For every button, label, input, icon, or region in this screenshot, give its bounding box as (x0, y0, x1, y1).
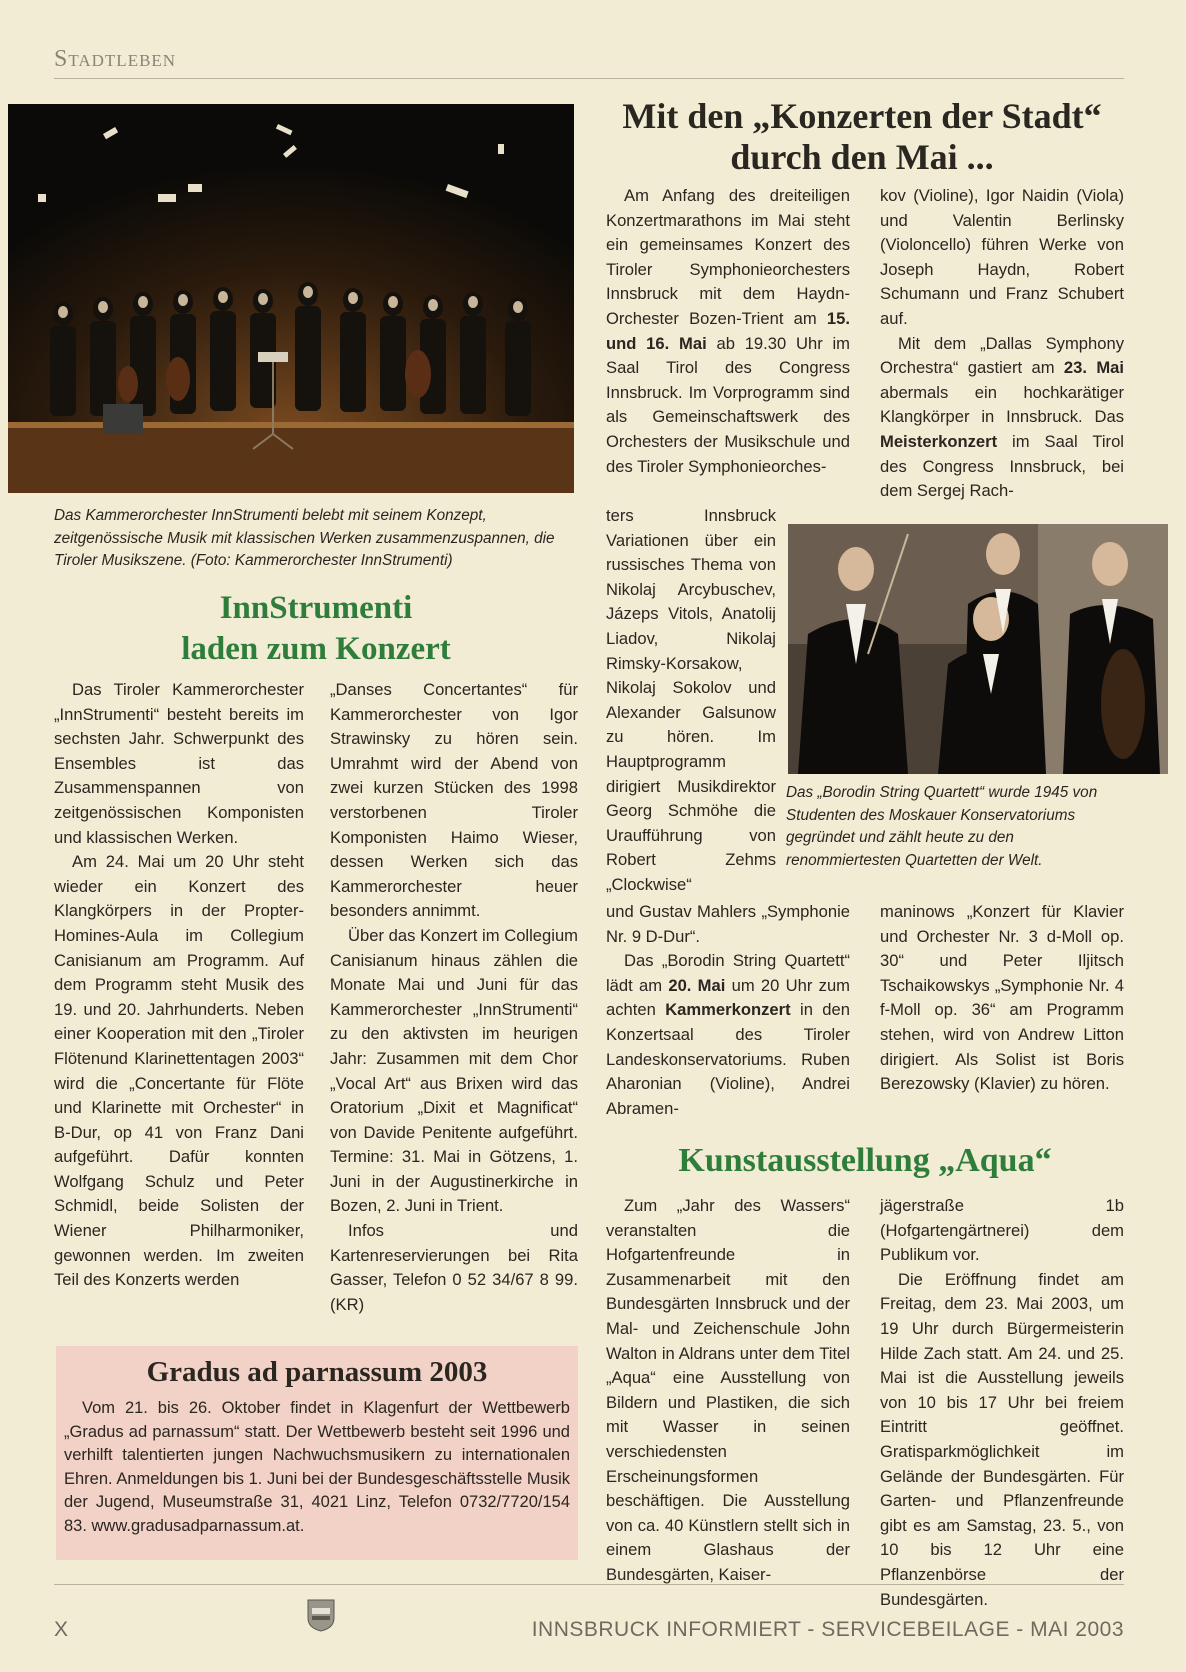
p3-text-c: abermals ein hochkarätiger Klangkörper in Innsbruck. Das (880, 382, 1124, 427)
article-konzerte-col1-top: Am Anfang des dreiteiligen Konzertmarathons im Mai steht ein gemeinsames Konzert des Tiroler Symphonieorchesters Innsbruck mit dem Haydn-Orchester Bozen-Trient am 15. und 16. Mai ab 19.30 Uhr im Saal Tirol des Congress Innsbruck. Im Vorprogramm sind als Gemeinschaftswerk des Orchesters der Musikschule und des Tiroler Symphonieorches- (606, 186, 851, 476)
article-innstrumenti-col1 (54, 678, 304, 1293)
page-number: X (54, 1618, 69, 1641)
p2-kammerkonzert: Kammerkonzert (665, 1000, 791, 1020)
gradus-title: Gradus ad parnassum 2003 (146, 1356, 488, 1388)
article-konzerte-col1-bottom: und Gustav Mahlers „Symphonie Nr. 9 D-Dur“. Das „Borodin String Quartett“ lädt am 20. Mai um 20 Uhr zum achten Kammerkonzert in den Konzertsaal des Tiroler Landeskonservatoriums. Ruben Aharonian (Violine), Andrei Abramen- (606, 902, 850, 1118)
aqua-p1: Zum „Jahr des Wassers“ veranstalten die Hofgartenfreunde in Zusammenarbeit mit den Bundesgärten Innsbruck und der Mal- und Zeichenschule John Walton in Aldrans unter dem Titel „Aqua“ eine Ausstellung von Bildern und Plastiken, die sich mit Wasser in seinen verschiedensten Erscheinungsformen beschäftigen. Die Ausstellung von ca. 40 Künstlern stellt sich in einem Glashaus der Bundesgärten, Kaiser- (606, 1196, 850, 1584)
p1-text-a: Am Anfang des dreiteiligen Konzertmarathons im Mai steht ein gemeinsames Konzert des Tiroler Symphonieorchesters Innsbruck mit dem Haydn-Orchester Bozen-Trient am (606, 186, 850, 328)
article-konzerte-col2-top: kov (Violine), Igor Naidin (Viola) und Valentin Berlinsky (Violoncello) führen Werke von Joseph Haydn, Robert Schumann und Franz Schubert auf. Mit dem „Dallas Symphony Orchestra“ gastiert am 23. Mai abermals ein hochkarätiger Klangkörper in Innsbruck. Das Meisterkonzert im Saal Tirol des Congress Innsbruck, bei dem Sergej Rach- (880, 186, 1124, 501)
innstrumenti-p3: „Danses Concertantes“ für Kammerorchester von Igor Strawinsky zu hören sein. Umrahmt wird der Abend von zwei kurzen Stücken des 1998 verstorbenen Tiroler Komponisten Haimo Wieser, dessen Werken sich das Kammerorchester heuer besonders annimmt. (330, 680, 578, 921)
aqua-p3: Die Eröffnung findet am Freitag, dem 23. Mai 2003, um 19 Uhr durch Bürgermeisterin Hilde Zach statt. Am 24. und 25. Mai ist die Ausstellung jeweils von 10 bis 17 Uhr bei freiem Eintritt geöffnet. Gratisparkmöglichkeit im Gelände der Bundesgärten. Für Garten- und Pflanzenfreunde gibt es am Samstag, 23. 5., von 10 bis 12 Uhr eine Pflanzenbörse der Bundesgärten. (880, 1269, 1124, 1609)
article-aqua-col1 (606, 1194, 850, 1588)
p2-text-a: Das „Borodin String Quartett“ lädt am (606, 951, 850, 995)
p1-date: 15. und 16. Mai (606, 308, 850, 353)
innstrumenti-p1: Das Tiroler Kammerorchester „InnStrumenti“ besteht bereits im sechsten Jahr. Schwerpunkt des Ensembles ist das Zusammenspannen von zeitgenössischen Komponisten und klassischen Werken. (54, 680, 304, 847)
article-konzerte-col2-bottom: maninows „Konzert für Klavier und Orchester Nr. 3 d-Moll op. 30“ und Peter Iljitsch Tschaikowskys „Symphonie Nr. 4 f-Moll op. 36“ am Programm stehen, wird von Andrew Litton dirigiert. Als Solist ist Boris Berezowsky (Klavier) zu hören. (880, 902, 1124, 1094)
headline-innstrumenti-line1: InnStrumenti (219, 590, 413, 626)
innstrumenti-p4: Über das Konzert im Collegium Canisianum hinaus zählen die Monate Mai und Juni für das Kammerorchester „InnStrumenti“ zu den aktivsten im heurigen Jahr: Zusammen mit dem Chor „Vocal Art“ aus Brixen wird das Oratorium „Dixit et Magnificat“ von Davide Penitente aufgeführt. Termine: 31. Mai in Götzens, 1. Juni in der Augustinerkirche in Bozen, 2. Juni in Trient. (330, 925, 578, 1216)
gradus-text: Vom 21. bis 26. Oktober findet in Klagenfurt der Wettbewerb „Gradus ad parnassum“ statt. Der Wettbewerb besteht seit 1996 und verhilft talentierten jungen Nachwuchsmusikern zu internationalen Ehren. Anmeldungen bis 1. Juni bei der Bundesgeschäftsstelle Musik der Jugend, Museumstraße 31, 4021 Linz, Telefon 0732/7720/154 83. www.gradusadparnassum.at. (64, 1399, 570, 1535)
headline-aqua: Kunstausstellung „Aqua“ (678, 1142, 1052, 1179)
innstrumenti-p5: Infos und Kartenreservierungen bei Rita Gasser, Telefon 0 52 34/67 8 99. (KR) (330, 1221, 578, 1314)
headline-konzerte: Mit den „Konzerten der Stadt“ durch den Mai ... (622, 96, 1102, 177)
p3-date: 23. Mai (1063, 358, 1124, 378)
headline-innstrumenti (54, 588, 578, 670)
p3-text-a: Mit dem „Dallas Symphony Orchestra“ gastiert am (880, 333, 1124, 378)
photo-caption-orchestra: Das Kammerorchester InnStrumenti belebt mit seinem Konzept, zeitgenössische Musik mit klassischen Werken zusammenzuspannen, die Tiroler Musikszene. (Foto: Kammerorchester InnStrumenti) (54, 507, 555, 570)
article-konzerte-col1-narrow: ters Innsbruck Variationen über ein russisches Thema von Nikolaj Arcybuschev, Jázeps Vitols, Anatolij Liadov, Nikolaj Rimsky-Korsakow, Nikolaj Sokolov und Alexander Galsunow zu hören. Im Hauptprogramm dirigiert Musikdirektor Georg Schmöhe die Uraufführung von Robert Zehms „Clockwise“ (606, 506, 776, 894)
photo-caption-quartet: Das „Borodin String Quartett“ wurde 1945 von Studenten des Moskauer Konservatoriums gegründet und zählt heute zu den renommiertesten Quartetten der Welt. (786, 784, 1098, 869)
orchestra-photo (8, 104, 574, 493)
article-innstrumenti-col2 (330, 678, 578, 1317)
section-title: Stadtleben (54, 46, 177, 72)
gradus-box (56, 1346, 578, 1560)
footer-rule (54, 1584, 1124, 1585)
p2-date: 20. Mai (668, 975, 726, 995)
header-rule (54, 78, 1124, 79)
p2-text-c: um 20 Uhr zum achten (606, 975, 850, 1020)
innsbruck-crest-icon (306, 1598, 336, 1632)
aqua-p2: jägerstraße 1b (Hofgartengärtnerei) dem Publikum vor. (880, 1196, 1124, 1265)
publication-footer: INNSBRUCK INFORMIERT - SERVICEBEILAGE - MAI 2003 (531, 1618, 1124, 1641)
headline-innstrumenti-line2: laden zum Konzert (181, 631, 451, 667)
quartet-photo (788, 524, 1168, 774)
innstrumenti-p2: Am 24. Mai um 20 Uhr steht wieder ein Konzert des Klangkörpers in der Propter-Homines-Aula im Collegium Canisianum am Programm. Auf dem Programm steht Musik des 19. und 20. Jahrhunderts. Neben einer Kooperation mit den „Tiroler Flötenund Klarinettentagen 2003“ wird die „Concertante für Flöte und Klarinette mit Orchester“ in B-Dur, op 41 von Franz Dani aufgeführt. Dafür konnten Wolfgang Schulz und Peter Schmidl, beide Solisten der Wiener Philharmoniker, gewonnen werden. Im zweiten Teil des Konzerts werden (54, 852, 304, 1290)
p3-meisterkonzert: Meisterkonzert (880, 431, 998, 451)
article-aqua-col2 (880, 1194, 1124, 1612)
